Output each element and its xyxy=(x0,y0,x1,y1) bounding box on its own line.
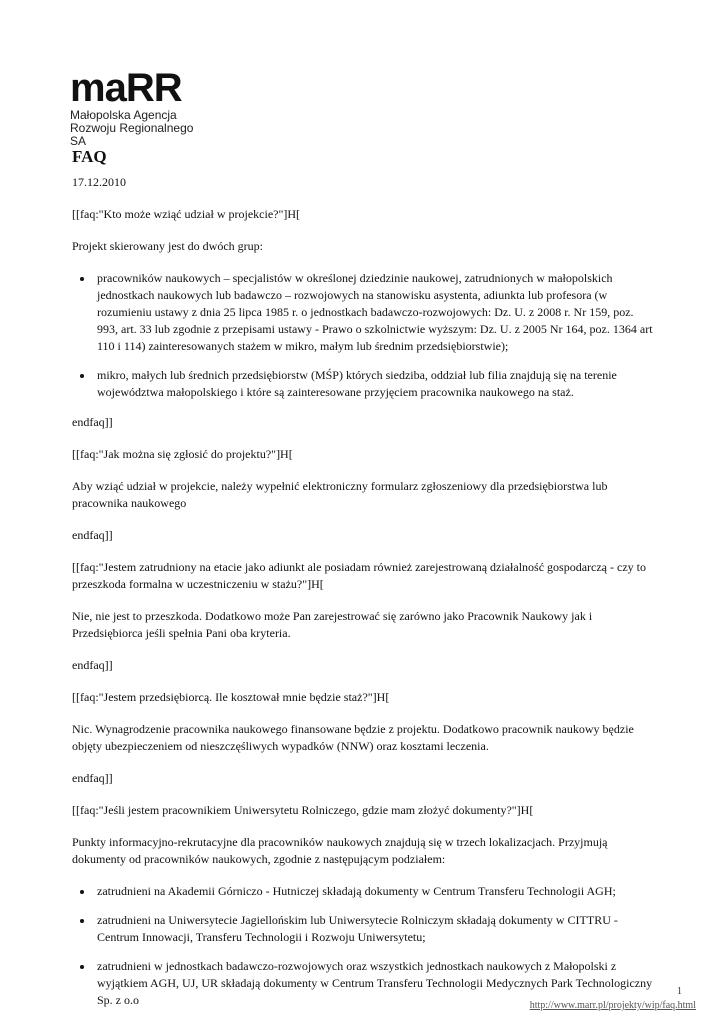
bullet-list xyxy=(72,270,654,401)
paragraph: Nic. Wynagrodzenie pracownika naukowego finansowane będzie z projektu. Dodatkowo pracownik naukowy będzie objęty ubezpieczeniem od nieszczęśliwych wypadków (NNW) oraz kosztami leczenia. xyxy=(72,722,634,753)
list-item: • zatrudnieni w jednostkach badawczo-rozwojowych oraz wszystkich jednostkach naukowych z Małopolski z wyjątkiem AGH, UJ, UR składają dokumenty w Centrum Transferu Technologii Medycznych Park Technologiczny Sp. z o.o xyxy=(94,958,654,1009)
paragraph: endfaq]] xyxy=(72,771,113,785)
list-item: • zatrudnieni na Uniwersytecie Jagiellońskim lub Uniwersytecie Rolniczym składają dokumenty w CITTRU - Centrum Innowacji, Transferu Technologii i Rozwoju Uniwersytetu; xyxy=(94,912,654,946)
logo-mark: maRR xyxy=(70,66,182,110)
logo-line-1: Małopolska Agencja xyxy=(70,108,177,122)
document-date: 17.12.2010 xyxy=(72,175,126,189)
bullet-list xyxy=(72,883,654,1009)
footer-url-link[interactable]: http://www.marr.pl/projekty/wip/faq.html xyxy=(529,1000,696,1011)
list-item: • zatrudnieni na Akademii Górniczo - Hutniczej składają dokumenty w Centrum Transferu Technologii AGH; xyxy=(94,883,654,900)
paragraph: [[faq:"Jestem zatrudniony na etacie jako adiunkt ale posiadam również zarejestrowaną działalność gospodarczą - czy to przeszkoda formalna w uczestniczeniu w stażu?"]H[ xyxy=(72,560,646,591)
paragraph: Nie, nie jest to przeszkoda. Dodatkowo może Pan zarejestrować się zarówno jako Pracownik Naukowy jak i Przedsiębiorca jeśli spełnia Pani oba kryteria. xyxy=(72,609,593,640)
paragraph: Aby wziąć udział w projekcie, należy wypełnić elektroniczny formularz zgłoszeniowy dla przedsiębiorstwa lub pracownika naukowego xyxy=(72,479,608,510)
paragraph: [[faq:"Jestem przedsiębiorcą. Ile kosztował mnie będzie staż?"]H[ xyxy=(72,690,390,704)
page-number: 1 xyxy=(677,986,682,997)
document-body xyxy=(72,148,654,1022)
paragraph: endfaq]] xyxy=(72,528,113,542)
paragraph: endfaq]] xyxy=(72,415,113,429)
page-title: FAQ xyxy=(72,147,107,166)
paragraph: [[faq:"Jak można się zgłosić do projektu?"]H[ xyxy=(72,447,293,461)
paragraph: [[faq:"Jeśli jestem pracownikiem Uniwersytetu Rolniczego, gdzie mam złożyć dokumenty?"]H[ xyxy=(72,803,534,817)
marr-logo xyxy=(70,66,210,148)
logo-line-2: Rozwoju Regionalnego SA xyxy=(70,121,194,148)
paragraph: Punkty informacyjno-rekrutacyjne dla pracowników naukowych znajdują się w trzech lokalizacjach. Przyjmują dokumenty od pracowników naukowych, zgodnie z następującym podziałem: xyxy=(72,835,608,866)
list-item: • mikro, małych lub średnich przedsiębiorstw (MŚP) których siedziba, oddział lub filia znajdują się na terenie województwa małopolskiego i które są zainteresowane przyjęciem pracownika naukowego na staż. xyxy=(94,367,654,401)
faq-content xyxy=(72,206,654,1009)
paragraph: [[faq:"Kto może wziąć udział w projekcie?"]H[ xyxy=(72,207,301,221)
paragraph: endfaq]] xyxy=(72,658,113,672)
list-item: • pracowników naukowych – specjalistów w określonej dziedzinie naukowej, zatrudnionych w małopolskich jednostkach naukowych lub badawczo – rozwojowych na stanowisku asystenta, adiunkta lub profesora (w rozumieniu ustawy z dnia 25 lipca 1985 r. o jednostkach badawczo-rozwojowych: Dz. U. z 2008 r. Nr 159, poz. 993, art. 33 lub zgodnie z przepisami ustawy - Prawo o szkolnictwie wyższym: Dz. U. z 2005 Nr 164, poz. 1364 art 110 i 114) zainteresowanych stażem w mikro, małym lub średnim przedsiębiorstwie); xyxy=(94,270,654,355)
paragraph: Projekt skierowany jest do dwóch grup: xyxy=(72,239,263,253)
